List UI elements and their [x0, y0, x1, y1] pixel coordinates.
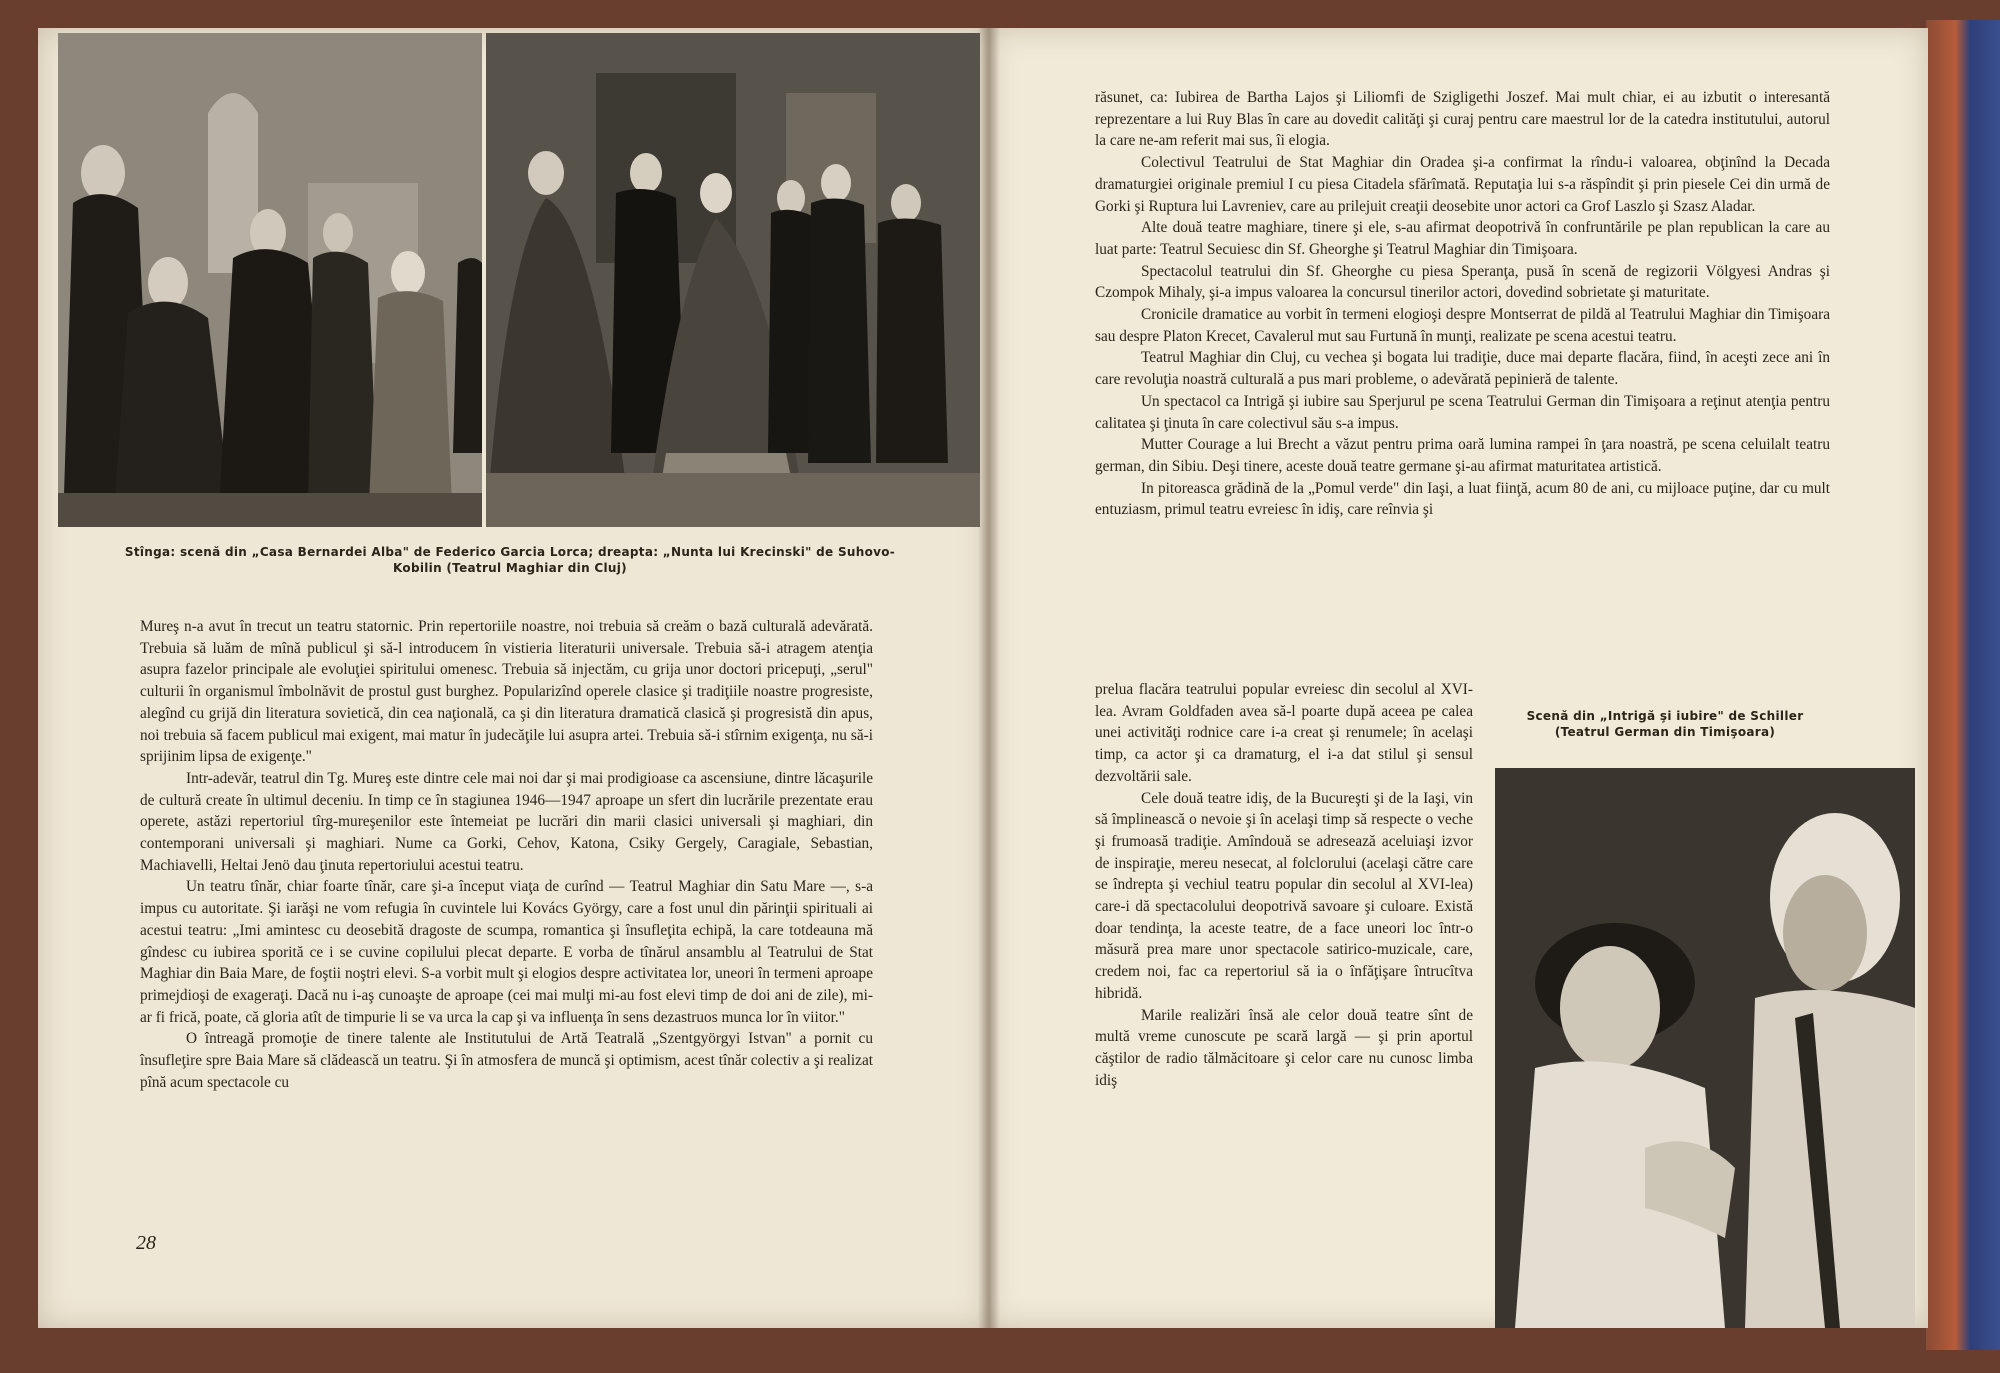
paragraph: prelua flacăra teatrului popular evreiesc din secolul al XVI-lea. Avram Goldfaden avea să-l poarte după aceea pe calea unei activităţi rodnice care i-a creat şi renumele; în acelaşi timp, ca actor şi ca dramaturg, el i-a dat stilul şi sensul dezvoltării sale. [1095, 681, 1473, 785]
photo-caption-right: Scenă din „Intrigă şi iubire" de Schiller (Teatrul German din Timişoara) [1526, 709, 1804, 739]
paragraph: Un spectacol ca Intrigă şi iubire sau Sperjurul pe scena Teatrului German din Timişoara a reţinut atenţia pentru calitatea şi ţinuta în care colectivul său s-a impus. [1095, 392, 1830, 432]
paragraph: In pitoreasca grădină de la „Pomul verde" din Iaşi, a luat fiinţă, acum 80 de ani, cu mijloace puţine, dar cu mult entuziasm, primul teatru evreiesc în idiş, care reînvia şi [1095, 479, 1830, 519]
page-number: 28 [136, 1232, 156, 1254]
photo-casa-bernardei-alba [58, 33, 482, 527]
left-article-text [140, 616, 873, 1093]
paragraph: răsunet, ca: Iubirea de Bartha Lajos şi Liliomfi de Szigligethi Joszef. Mai mult chiar, ei au izbutit o interesantă reprezentare a lui Ruy Blas în care au dovedit calităţi şi curaj pentru care maestrul lor de la catedra institutului, autorul la care ne-am referit mai sus, îi elogia. [1095, 89, 1830, 150]
paragraph: Spectacolul teatrului din Sf. Gheorghe cu piesa Speranţa, pusă în scenă de regizorii Völgyesi Andras şi Czompok Mihaly, şi-a impus valoarea la concursul tinerilor actori, dovedind sobrietate şi maturitate. [1095, 262, 1830, 302]
photo-caption-left: Stînga: scenă din „Casa Bernardei Alba" de Federico Garcia Lorca; dreapta: „Nunta lui Krecinski" de Suhovo-Kobilin (Teatrul Maghiar din Cluj) [124, 545, 896, 575]
paragraph: Cronicile dramatice au vorbit în termeni elogioşi despre Montserrat de pildă al Teatrului Maghiar din Timişoara sau despre Platon Krecet, Cavalerul mut sau Furtună în munţi, realizate pe scena acestui teatru. [1095, 306, 1830, 345]
paragraph: Marile realizări însă ale celor două teatre sînt de multă vreme cunoscute pe scară largă — şi prin aportul căştilor de radio tălmăcitoare şi celor care nu cunosc limba idiş [1095, 1006, 1473, 1089]
paragraph: Cele două teatre idiş, de la Bucureşti şi de la Iaşi, vin să împlinească o nevoie şi în acelaşi timp să respecte o veche şi frumoasă tradiţie. Amîndouă se adresează aceluiaşi izvor de inspiraţie, mereu nesecat, al folclorului (acelaşi către care se îndrepta şi vechiul teatru popular din secolul al XVI-lea) care-i dă spectacolului deopotrivă savoare şi culoare. Există doar tendinţa, la aceste teatre, de a face uneori loc într-o măsură prea mare unor spectacole satirico-muzicale, care, credem noi, fac ca repertoriul să ia o înfăţişare întrucîtva hibridă. [1095, 789, 1473, 1002]
book-gutter [978, 28, 1000, 1328]
paragraph: Un teatru tînăr, chiar foarte tînăr, care şi-a început viaţa de curînd — Teatrul Maghiar din Satu Mare —, s-a impus cu autoritate. Şi iarăşi ne vom refugia în cuvintele lui Kovács György, care a fost unul din părinţii spirituali ai acestui teatru: „Imi amintesc cu deosebită dragoste de scumpa, romantica şi însufleţita echipă, la care totdeauna mă gîndesc cu iubirea sporită ce i se cuvine copilului plecat departe. E vorba de tînărul ansamblu al Teatrului de Stat Maghiar din Baia Mare, de foştii noştri elevi. S-a vorbit mult şi elogios despre activitatea lor, uneori în termeni aproape primejdioşi de exageraţi. Dacă nu i-aş cunoaşte de aproape (cei mai mulţi mi-au fost elevi timp de doi ani de zile), mi-ar fi frică, poate, că gloria atît de timpurie li se va urca la cap şi va influenţa în sens dezastruos munca lor în viitor." [140, 878, 873, 1026]
paragraph: Teatrul Maghiar din Cluj, cu vechea şi bogata lui tradiţie, duce mai departe flacăra, fiind, în aceşti zece ani în care revoluţia noastră culturală a pus mari probleme, o adevărată pepinieră de talente. [1095, 349, 1830, 389]
paragraph: Alte două teatre maghiare, tinere şi ele, s-au afirmat deopotrivă în confruntările pe plan republican la care au luat parte: Teatrul Secuiesc din Sf. Gheorghe şi Teatrul Maghiar din Timişoara. [1095, 219, 1830, 258]
photo-intriga-si-iubire [1495, 768, 1915, 1328]
photo-nunta-lui-krecinski [486, 33, 980, 527]
right-article-text-top [1095, 87, 1830, 521]
paragraph: Colectivul Teatrului de Stat Maghiar din Oradea şi-a confirmat la rîndu-i valoarea, obţinînd la Decada dramaturgiei originale premiul I cu piesa Citadela sfărîmată. Reputaţia lui s-a răspîndit şi prin piesele Cei din urmă de Gorki şi Ruptura lui Lavreniev, care au prilejuit creaţii deosebite unor actori ca Grof Laszlo şi Szasz Aladar. [1095, 154, 1830, 215]
book-cover-edge [1926, 20, 2000, 1350]
paragraph: O întreagă promoţie de tinere talente ale Institutului de Artă Teatrală „Szentgyörgyi Istvan" a pornit cu însufleţire spre Baia Mare să clădească un teatru. Şi în atmosfera de muncă şi optimism, acest tînăr colectiv a şi realizat pînă acum spectacole cu [140, 1030, 873, 1091]
paragraph: Mutter Courage a lui Brecht a văzut pentru prima oară lumina rampei în ţara noastră, pe scena celuilalt teatru german, din Sibiu. Deşi tinere, aceste două teatre germane şi-au afirmat maturitatea artistică. [1095, 436, 1830, 475]
right-article-text-column [1095, 679, 1473, 1091]
paragraph: Intr-adevăr, teatrul din Tg. Mureş este dintre cele mai noi dar şi mai prodigioase ca ascensiune, dintre lăcaşurile de cultură create în ultimul deceniu. In timp ce în stagiunea 1946—1947 aproape un sfert din lucrările prezentate erau operete, astăzi repertoriul tîrg-mureşenilor este întemeiat pe lucrări din marii clasici universali şi maghiari, din contemporani universali şi maghiari. Nume ca Gorki, Cehov, Katona, Csiky Gergely, Caragiale, Sebastian, Machiavelli, Heltai Jenö dau ţinuta repertoriului acestui teatru. [140, 769, 873, 874]
paragraph: Mureş n-a avut în trecut un teatru statornic. Prin repertoriile noastre, noi trebuia să creăm o bază culturală adevărată. Trebuia să luăm de mînă publicul şi să-l introducem în vistieria literaturii universale. Trebuia să-i atragem atenţia asupra fazelor principale ale evoluţiei spiritului omenesc. Trebuia să injectăm, cu grija unor doctori pricepuţi, „serul" culturii în organismul îmbolnăvit de prostul gust burghez. Popularizînd operele clasice şi tradiţiile noastre progresiste, alegînd cu grijă din literatura sovietică, din cea naţională, ca şi din literatura dramatică clasică şi progresistă din apus, noi trebuia să facem publicul mai exigent, mai matur în judecăţile lui asupra artei. Trebuia să-i stîrnim exigenţa, nu să-i sprijinim lipsa de exigenţe." [140, 618, 873, 766]
